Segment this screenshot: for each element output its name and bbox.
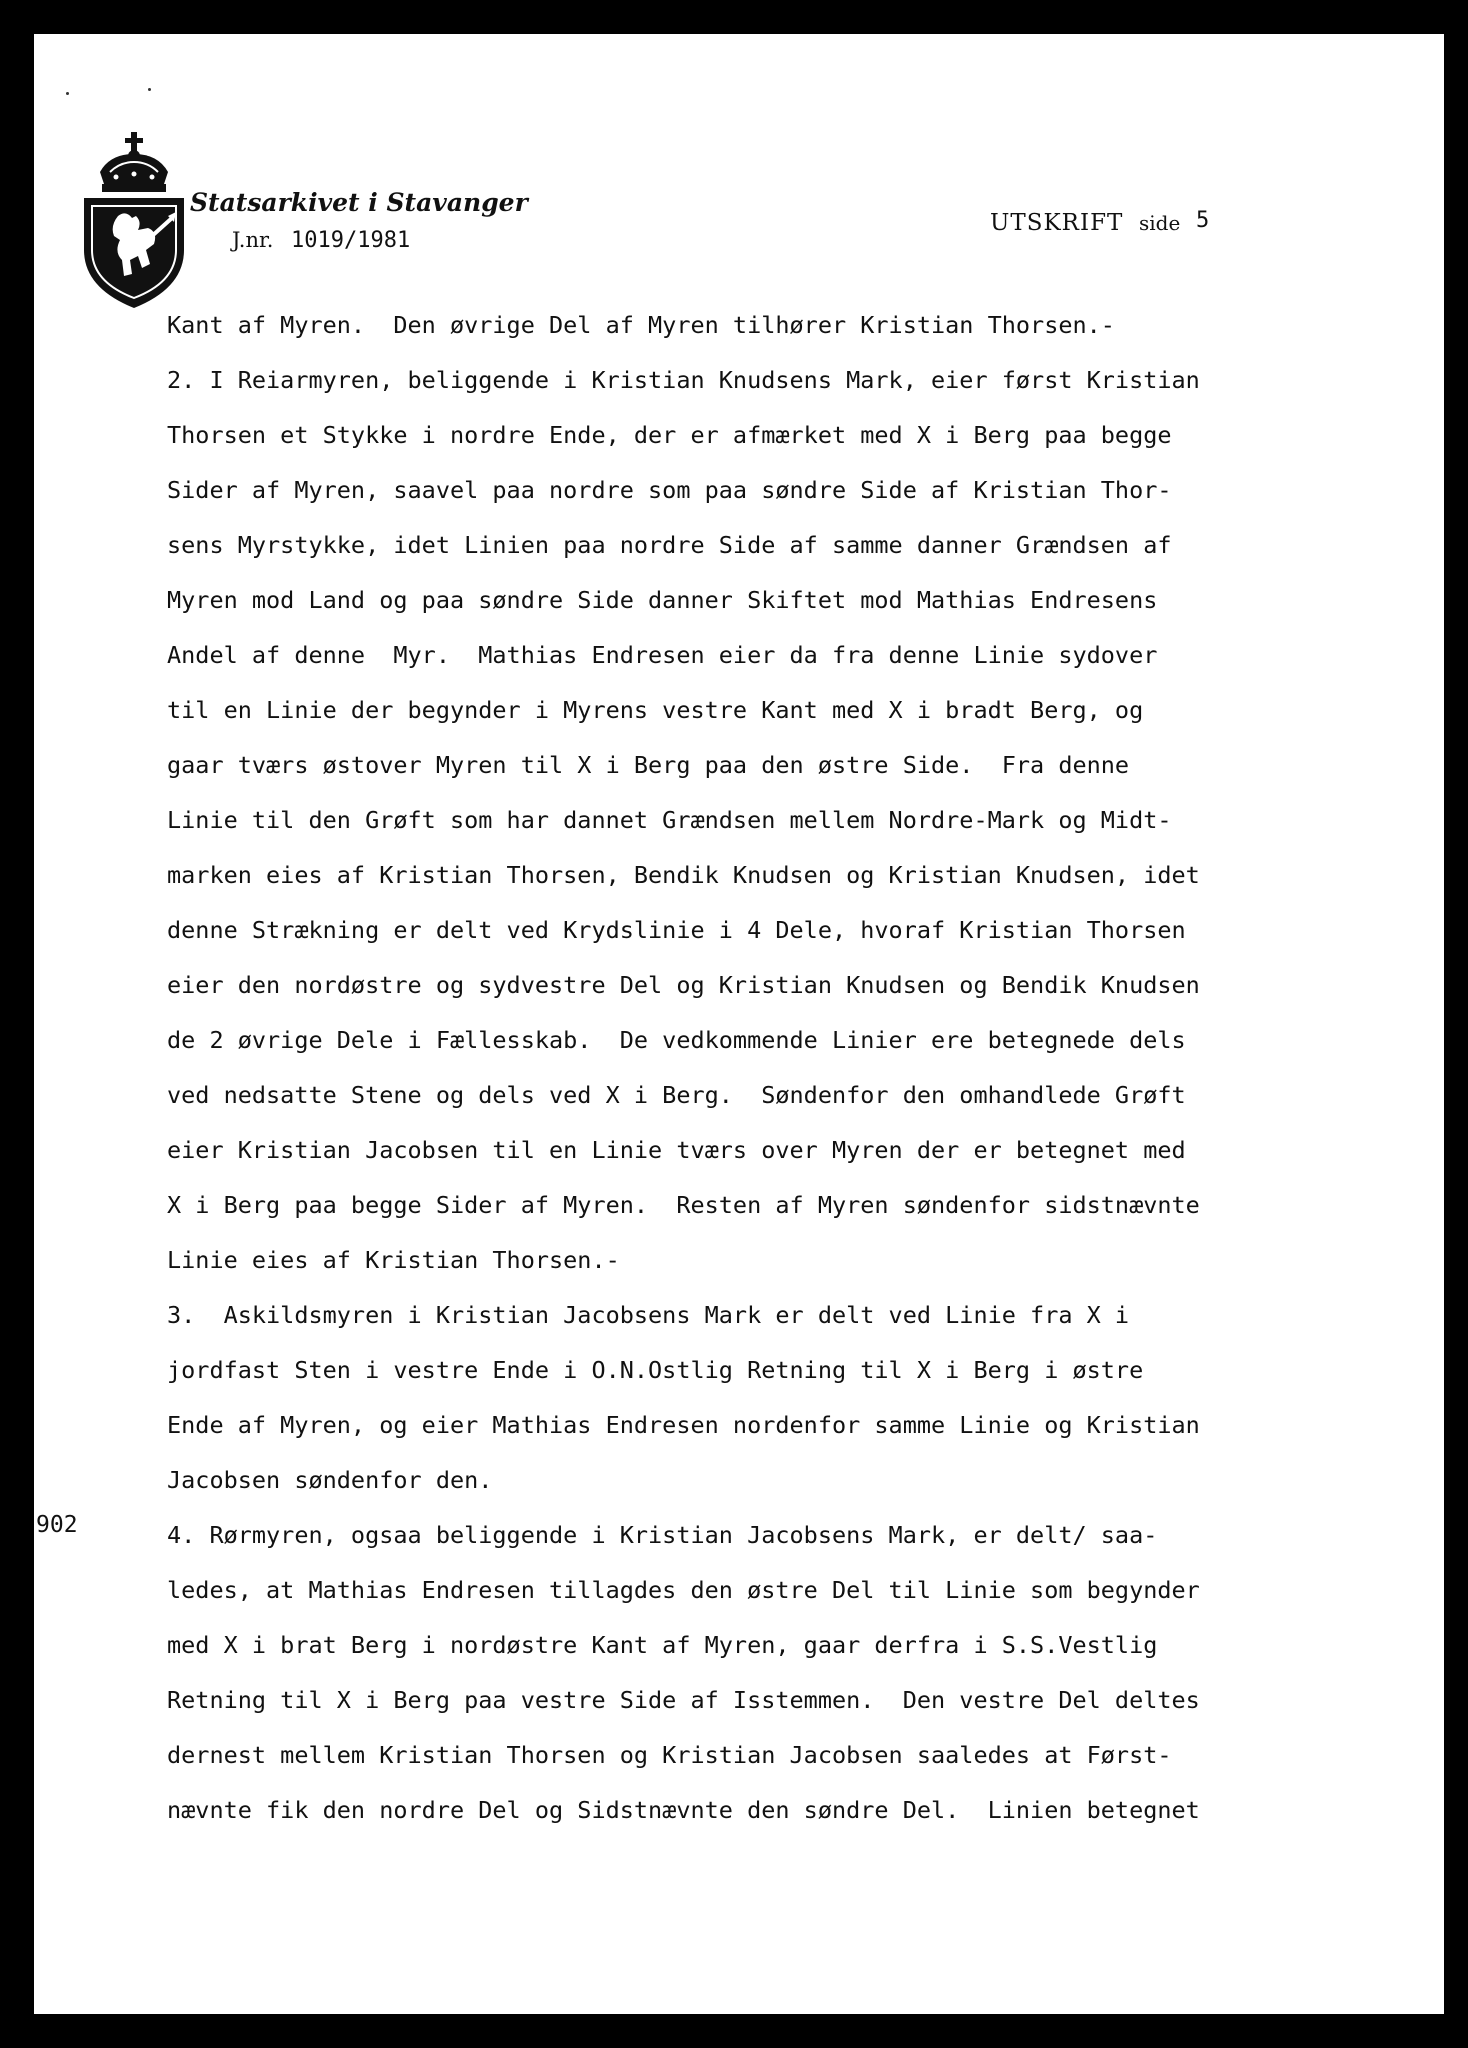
text-line: Linie til den Grøft som har dannet Grændsen mellem Nordre-Mark og Midt- xyxy=(167,806,1172,834)
text-line: X i Berg paa begge Sider af Myren. Resten af Myren søndenfor sidstnævnte xyxy=(167,1191,1200,1219)
text-line: eier den nordøstre og sydvestre Del og Kristian Knudsen og Bendik Knudsen xyxy=(167,971,1200,999)
text-line: 2. I Reiarmyren, beliggende i Kristian Knudsens Mark, eier først Kristian xyxy=(167,366,1200,394)
text-line: Thorsen et Stykke i nordre Ende, der er afmærket med X i Berg paa begge xyxy=(167,421,1172,449)
text-line: Andel af denne Myr. Mathias Endresen eier da fra denne Linie sydover xyxy=(167,641,1158,669)
page-header-utskrift xyxy=(990,208,1209,236)
text-line: eier Kristian Jacobsen til en Linie tværs over Myren der er betegnet med xyxy=(167,1136,1186,1164)
side-label: side xyxy=(1139,211,1181,235)
text-line: ved nedsatte Stene og dels ved X i Berg. Søndenfor den omhandlede Grøft xyxy=(167,1081,1186,1109)
text-line: til en Linie der begynder i Myrens vestre Kant med X i bradt Berg, og xyxy=(167,696,1144,724)
text-line: dernest mellem Kristian Thorsen og Kristian Jacobsen saaledes at Først- xyxy=(167,1741,1172,1769)
page-number: 5 xyxy=(1195,208,1210,233)
text-line: denne Strækning er delt ved Krydslinie i 4 Dele, hvoraf Kristian Thorsen xyxy=(167,916,1186,944)
text-line: Linie eies af Kristian Thorsen.- xyxy=(167,1246,620,1274)
norwegian-coat-of-arms-icon xyxy=(80,132,188,308)
text-line: Sider af Myren, saavel paa nordre som paa søndre Side af Kristian Thor- xyxy=(167,476,1172,504)
text-line: ledes, at Mathias Endresen tillagdes den østre Del til Linie som begynder xyxy=(167,1576,1200,1604)
text-line: Myren mod Land og paa søndre Side danner Skiftet mod Mathias Endresens xyxy=(167,586,1158,614)
text-line: Kant af Myren. Den øvrige Del af Myren tilhører Kristian Thorsen.- xyxy=(167,311,1115,339)
scan-speck xyxy=(66,92,69,95)
scan-speck xyxy=(148,88,151,91)
document-body xyxy=(167,298,1437,1838)
archive-name: Statsarkivet i Stavanger xyxy=(190,188,528,217)
utskrift-label: UTSKRIFT xyxy=(990,210,1124,236)
margin-note: 902 xyxy=(36,1512,78,1538)
text-line: 3. Askildsmyren i Kristian Jacobsens Mark er delt ved Linie fra X i xyxy=(167,1301,1130,1329)
journal-number-value: 1019/1981 xyxy=(291,228,411,253)
text-line: Jacobsen søndenfor den. xyxy=(167,1466,493,1494)
text-line: nævnte fik den nordre Del og Sidstnævnte den søndre Del. Linien betegnet xyxy=(167,1796,1200,1824)
journal-number xyxy=(232,228,410,253)
text-line: med X i brat Berg i nordøstre Kant af Myren, gaar derfra i S.S.Vestlig xyxy=(167,1631,1158,1659)
text-line: de 2 øvrige Dele i Fællesskab. De vedkommende Linier ere betegnede dels xyxy=(167,1026,1186,1054)
journal-number-label: J.nr. xyxy=(232,228,274,252)
text-line: 4. Rørmyren, ogsaa beliggende i Kristian Jacobsens Mark, er delt/ saa- xyxy=(167,1521,1158,1549)
text-line: gaar tværs østover Myren til X i Berg paa den østre Side. Fra denne xyxy=(167,751,1130,779)
text-line: marken eies af Kristian Thorsen, Bendik Knudsen og Kristian Knudsen, idet xyxy=(167,861,1200,889)
text-line: sens Myrstykke, idet Linien paa nordre Side af samme danner Grændsen af xyxy=(167,531,1172,559)
text-line: jordfast Sten i vestre Ende i O.N.Ostlig Retning til X i Berg i østre xyxy=(167,1356,1144,1384)
text-line: Ende af Myren, og eier Mathias Endresen nordenfor samme Linie og Kristian xyxy=(167,1411,1200,1439)
text-line: Retning til X i Berg paa vestre Side af Isstemmen. Den vestre Del deltes xyxy=(167,1686,1200,1714)
